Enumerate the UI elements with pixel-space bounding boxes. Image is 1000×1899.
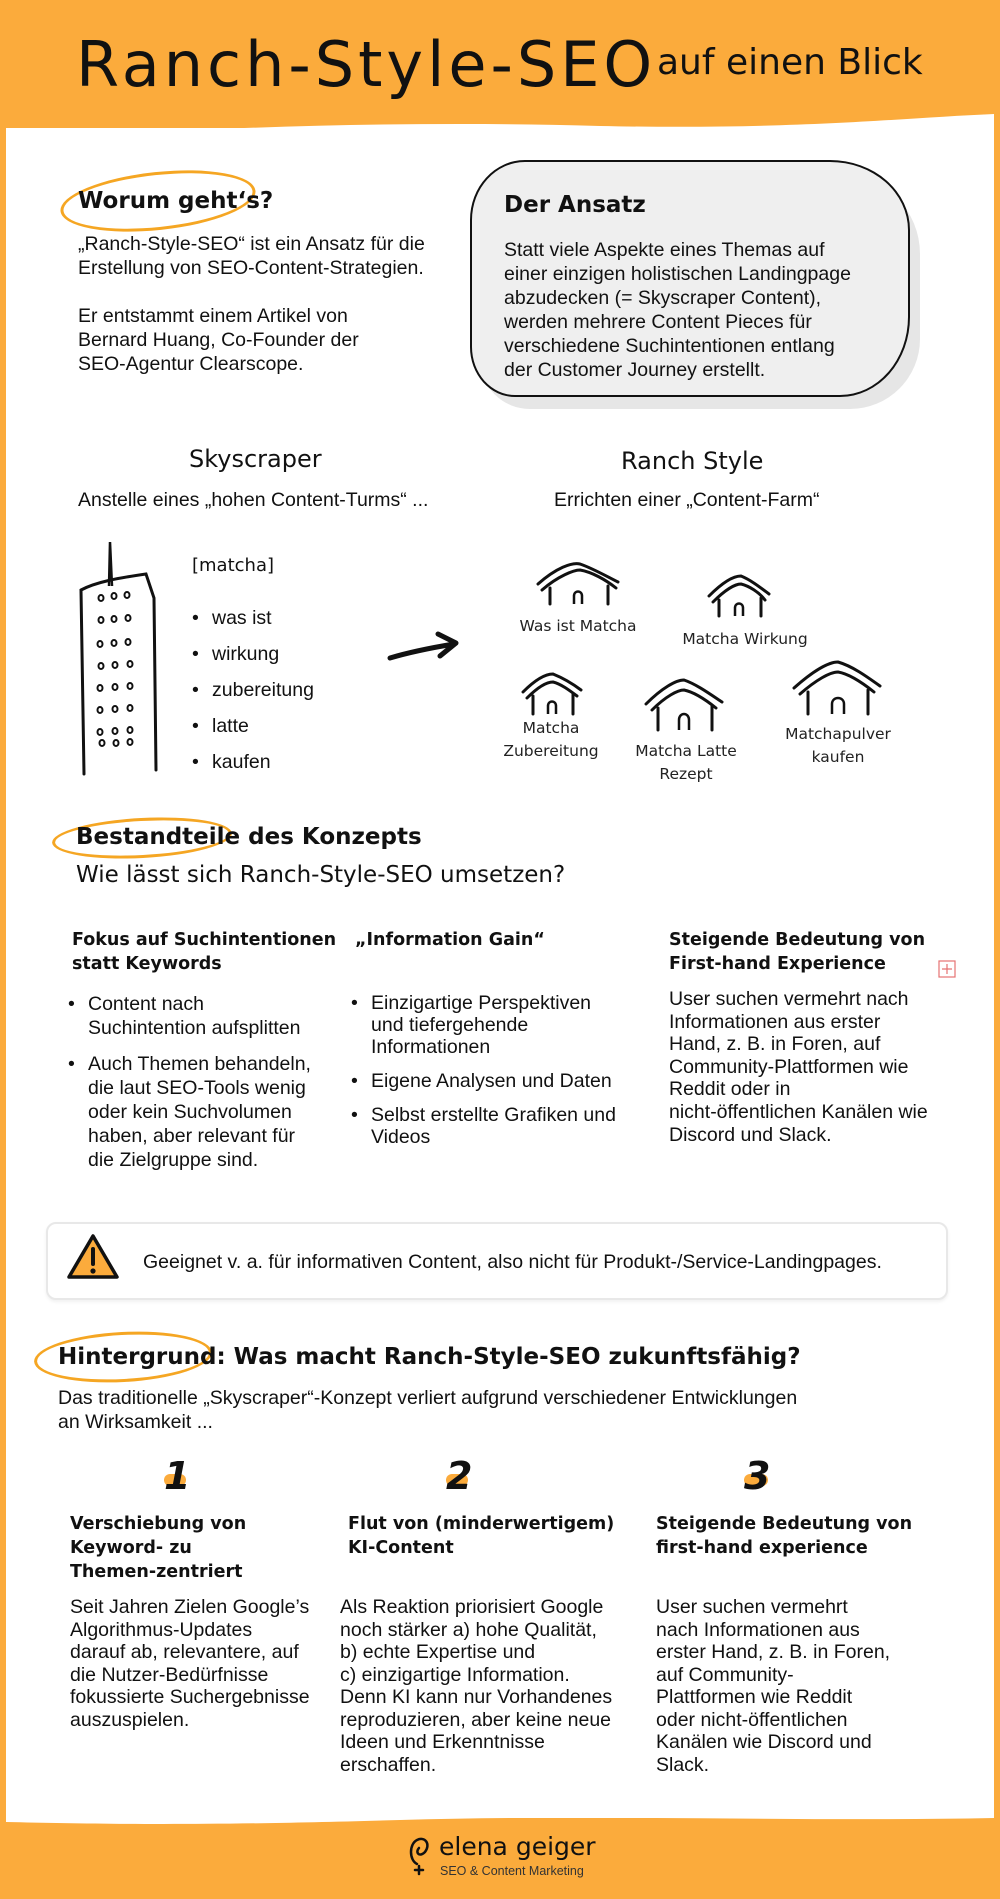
footer-brand-name: elena geiger xyxy=(439,1832,596,1861)
approach-text: Statt viele Aspekte eines Themas auf einer einzigen holistischen Landingpage abzudecken (= Skyscraper Content), werden mehrere Content Pieces für verschiedene Suchintentionen entlang der Customer Journey erstellt. xyxy=(504,239,851,381)
warning-text: Geeignet v. a. für informativen Content, also nicht für Produkt-/Service-Landingpages. xyxy=(143,1251,882,1273)
intro-heading: Worum geht‘s? xyxy=(78,188,274,214)
list-item: • Auch Themen behandeln, die laut SEO-Tools wenig oder kein Suchvolumen haben, aber relevant für die Zielgruppe sind. xyxy=(68,1052,311,1172)
background-heading: Hintergrund: Was macht Ranch-Style-SEO zukunftsfähig? xyxy=(58,1344,801,1370)
list-item: • zubereitung xyxy=(192,672,314,708)
house-icon xyxy=(644,676,724,732)
warning-box xyxy=(46,1222,948,1300)
component-title: „Information Gain“ xyxy=(355,930,545,950)
step-number: 2 xyxy=(446,1454,473,1498)
house-label: Matcha Zubereitung xyxy=(503,719,599,760)
step-title: Steigende Bedeutung von first-hand experience xyxy=(656,1514,913,1558)
house-icon xyxy=(792,658,882,716)
house-label: Matchapulver kaufen xyxy=(785,725,891,766)
component-title: Steigende Bedeutung von First-hand Experience xyxy=(669,930,926,974)
component-text: User suchen vermehrt nach Informationen aus erster Hand, z. B. in Foren, auf Community-Plattformen wie Reddit oder in nicht-öffentlichen Kanälen wie Discord und Slack. xyxy=(669,988,928,1146)
list-item: • wirkung xyxy=(192,636,314,672)
list-item: • Eigene Analysen und Daten xyxy=(351,1070,616,1092)
components-heading: Bestandteile des Konzepts xyxy=(76,824,422,850)
list-item: • Content nach Suchintention aufsplitten xyxy=(68,992,311,1040)
house-icon xyxy=(707,574,771,618)
component-list xyxy=(68,992,311,1172)
house-icon xyxy=(521,672,583,716)
step-title: Flut von (minderwertigem) KI-Content xyxy=(348,1514,615,1558)
arrow-right-icon xyxy=(386,630,462,666)
house-icon xyxy=(536,560,620,606)
step-number: 3 xyxy=(744,1454,771,1498)
list-item: • was ist xyxy=(192,600,314,636)
page-subtitle: auf einen Blick xyxy=(657,42,923,83)
list-item: • latte xyxy=(192,708,314,744)
intro-text: „Ranch-Style-SEO“ ist ein Ansatz für die Erstellung von SEO-Content-Strategien. Er entstammt einem Artikel von Bernard Huang, Co-Founder der SEO-Agentur Clearscope. xyxy=(78,233,425,375)
ranch-subtitle: Errichten einer „Content-Farm“ xyxy=(554,489,820,511)
component-title: Fokus auf Suchintentionen statt Keywords xyxy=(72,930,337,974)
warning-icon xyxy=(66,1232,120,1282)
skyscraper-subtitle: Anstelle eines „hohen Content-Turms“ ... xyxy=(78,489,429,511)
component-list xyxy=(351,992,616,1148)
list-item: • Einzigartige Perspektiven und tiefergehende Informationen xyxy=(351,992,616,1058)
approach-heading: Der Ansatz xyxy=(504,192,646,218)
logo-mark-icon xyxy=(407,1834,435,1878)
expand-plus-icon[interactable] xyxy=(938,960,956,978)
approach-bubble xyxy=(470,160,918,405)
skyscraper-topic-list xyxy=(192,600,314,780)
page-title: Ranch-Style-SEO xyxy=(76,28,657,101)
footer-tagline: SEO & Content Marketing xyxy=(440,1864,584,1878)
skyscraper-tower-icon xyxy=(76,538,162,776)
skyscraper-keyword: [matcha] xyxy=(192,555,275,576)
step-number: 1 xyxy=(164,1454,191,1498)
house-label: Matcha Latte Rezept xyxy=(635,742,737,783)
house-label: Matcha Wirkung xyxy=(682,630,808,648)
step-title: Verschiebung von Keyword- zu Themen-zentriert xyxy=(70,1514,247,1582)
list-item: • Selbst erstellte Grafiken und Videos xyxy=(351,1104,616,1148)
step-text: Als Reaktion priorisiert Google noch stärker a) hohe Qualität, b) echte Expertise und c) einzigartige Information. Denn KI kann nur Vorhandenes reproduzieren, aber keine neue Ideen und Erkenntnisse erschaffen. xyxy=(340,1596,613,1776)
ranch-title: Ranch Style xyxy=(621,447,764,475)
step-text: Seit Jahren Zielen Google’s Algorithmus-Updates darauf ab, relevantere, auf die Nutzer-Bedürfnisse fokussierte Suchergebnisse auszuspielen. xyxy=(70,1596,310,1731)
background-intro: Das traditionelle „Skyscraper“-Konzept verliert aufgrund verschiedener Entwicklungen an Wirksamkeit ... xyxy=(58,1387,798,1433)
components-subheading: Wie lässt sich Ranch-Style-SEO umsetzen? xyxy=(76,862,566,888)
step-text: User suchen vermehrt nach Informationen aus erster Hand, z. B. in Foren, auf Community- Plattformen wie Reddit oder nicht-öffentlichen Kanälen wie Discord und Slack. xyxy=(656,1596,891,1776)
skyscraper-title: Skyscraper xyxy=(189,445,322,473)
list-item: • kaufen xyxy=(192,744,314,780)
house-label: Was ist Matcha xyxy=(519,617,637,635)
